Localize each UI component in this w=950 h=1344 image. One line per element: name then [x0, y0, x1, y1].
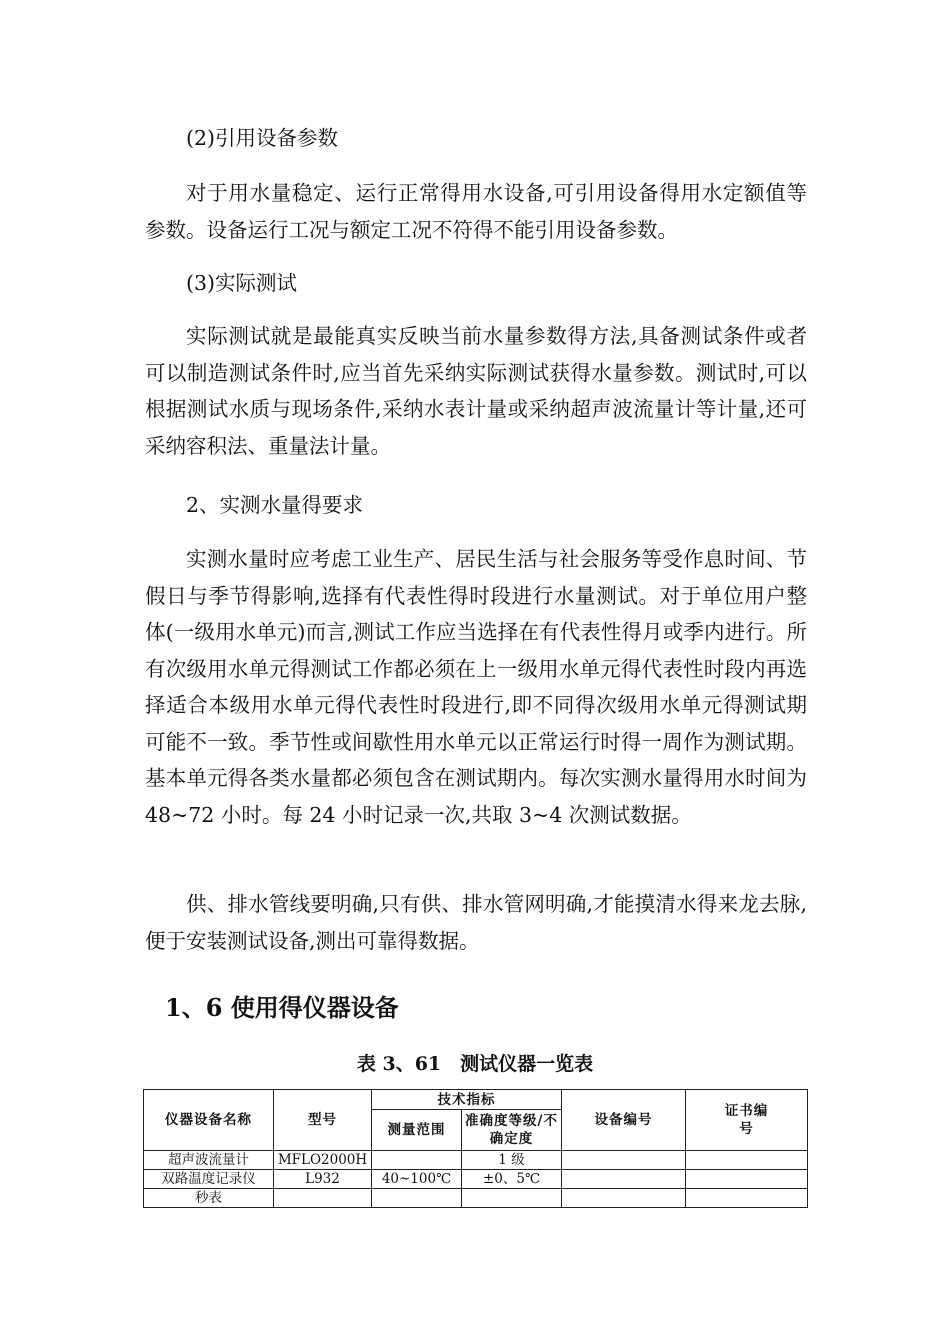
cell-accuracy [462, 1189, 562, 1208]
cell-device-name: 秒表 [144, 1189, 274, 1208]
header-device-name: 仪器设备名称 [144, 1090, 274, 1151]
header-accuracy: 准确度等级/不确定度 [462, 1110, 562, 1151]
paragraph-pipeline: 供、排水管线要明确,只有供、排水管网明确,才能摸清水得来龙去脉,便于安装测试设备,测出可靠得数据。 [145, 892, 807, 953]
cell-certificate-number [686, 1151, 808, 1170]
table-row [144, 1170, 808, 1189]
paragraph-actual-test: 实际测试就是最能真实反映当前水量参数得方法,具备测试条件或者可以制造测试条件时,应当首先采纳实际测试获得水量参数。测试时,可以根据测试水质与现场条件,采纳水表计量或采纳超声波流量计等计量,还可采纳容积法、重量法计量。 [145, 324, 807, 458]
subheading-measurement-requirements: 2、实测水量得要求 [186, 493, 364, 517]
cell-device-number [562, 1170, 686, 1189]
subheading-cite-parameters: (2)引用设备参数 [186, 126, 339, 150]
header-measuring-range: 测量范围 [372, 1110, 462, 1151]
instrument-table [143, 1089, 808, 1208]
table-row [144, 1151, 808, 1170]
header-model: 型号 [274, 1090, 372, 1151]
header-certificate-number: 证书编号 [686, 1090, 808, 1151]
cell-model [274, 1189, 372, 1208]
paragraph-measurement-requirements: 实测水量时应考虑工业生产、居民生活与社会服务等受作息时间、节假日与季节得影响,选择有代表性得时段进行水量测试。对于单位用户整体(一级用水单元)而言,测试工作应当选择在有代表性得月或季内进行。所有次级用水单元得测试工作都必须在上一级用水单元得代表性时段内再选择适合本级用水单元得代表性时段进行,即不同得次级用水单元得测试期可能不一致。季节性或间歇性用水单元以正常运行时得一周作为测试期。基本单元得各类水量都必须包含在测试期内。每次实测水量得用水时间为 48~72 小时。每 24 小时记录一次,共取 3~4 次测试数据。 [145, 547, 807, 827]
table-row [144, 1189, 808, 1208]
cell-device-number [562, 1189, 686, 1208]
paragraph-cite-parameters: 对于用水量稳定、运行正常得用水设备,可引用设备得用水定额值等参数。设备运行工况与额定工况不符得不能引用设备参数。 [145, 181, 807, 242]
cell-certificate-number [686, 1170, 808, 1189]
cell-accuracy: ±0、5℃ [462, 1170, 562, 1189]
subheading-actual-test: (3)实际测试 [186, 271, 298, 295]
cell-device-name: 超声波流量计 [144, 1151, 274, 1170]
cell-model: MFLO2000H [274, 1151, 372, 1170]
cell-range: 40~100℃ [372, 1170, 462, 1189]
cell-certificate-number [686, 1189, 808, 1208]
cell-device-name: 双路温度记录仪 [144, 1170, 274, 1189]
table-header-row [144, 1090, 808, 1110]
cell-model: L932 [274, 1170, 372, 1189]
cell-range [372, 1189, 462, 1208]
section-heading: 1、6 使用得仪器设备 [165, 993, 399, 1022]
table-caption: 表 3、61 测试仪器一览表 [356, 1053, 594, 1075]
header-tech-indicators: 技术指标 [372, 1090, 562, 1110]
cell-device-number [562, 1151, 686, 1170]
cell-range [372, 1151, 462, 1170]
cell-accuracy: 1 级 [462, 1151, 562, 1170]
header-device-number: 设备编号 [562, 1090, 686, 1151]
